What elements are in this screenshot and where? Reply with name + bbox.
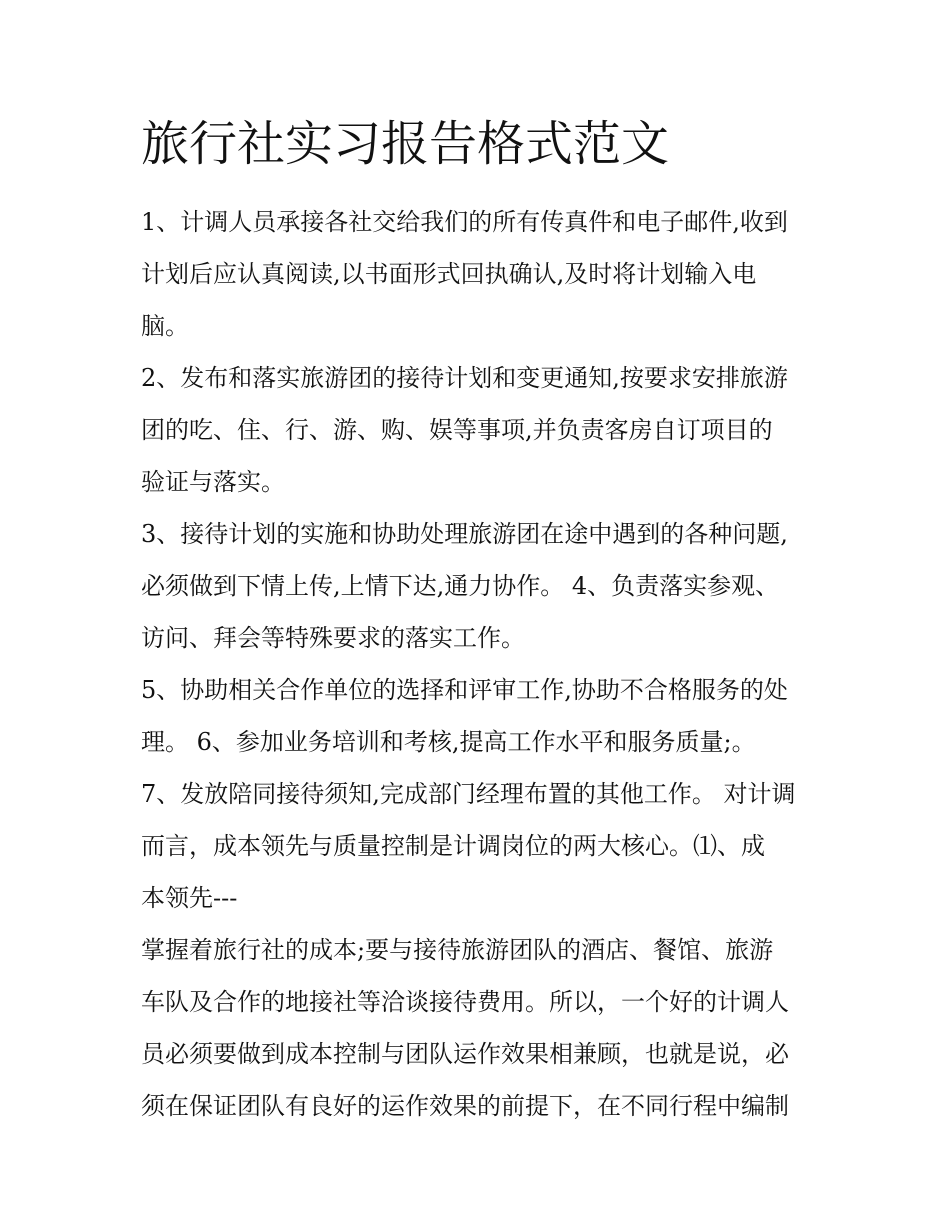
text-line: 5、协助相关合作单位的选择和评审工作,协助不合格服务的处 [141, 676, 788, 704]
text-line: 理。 6、参加业务培训和考核,提高工作水平和服务质量;。 [141, 728, 756, 756]
text-line: 掌握着旅行社的成本;要与接待旅游团队的酒店、餐馆、旅游 [141, 936, 774, 964]
text-line: 7、发放陪同接待须知,完成部门经理布置的其他工作。 对计调 [141, 780, 796, 808]
text-line: 1、计调人员承接各社交给我们的所有传真件和电子邮件,收到 [141, 208, 788, 236]
text-line: 验证与落实。 [141, 468, 285, 496]
text-line: 须在保证团队有良好的运作效果的前提下，在不同行程中编制 [141, 1092, 789, 1120]
text-line: 团的吃、住、行、游、购、娱等事项,并负责客房自订项目的 [141, 416, 773, 444]
text-line: 脑。 [141, 312, 189, 340]
text-line: 访问、拜会等特殊要求的落实工作。 [141, 624, 525, 652]
text-line: 本领先--- [141, 884, 238, 912]
document-body [141, 196, 831, 1132]
text-line: 2、发布和落实旅游团的接待计划和变更通知,按要求安排旅游 [141, 364, 788, 392]
text-line: 车队及合作的地接社等洽谈接待费用。所以，一个好的计调人 [141, 988, 789, 1016]
text-line: 必须做到下情上传,上情下达,通力协作。 4、负责落实参观、 [141, 572, 780, 600]
text-line: 3、接待计划的实施和协助处理旅游团在途中遇到的各种问题, [141, 520, 788, 548]
text-line: 计划后应认真阅读,以书面形式回执确认,及时将计划输入电 [141, 260, 757, 288]
text-line: 而言，成本领先与质量控制是计调岗位的两大核心。⑴、成 [141, 832, 765, 860]
text-line: 员必须要做到成本控制与团队运作效果相兼顾，也就是说，必 [141, 1040, 789, 1068]
document-title: 旅行社实习报告格式范文 [141, 116, 670, 172]
